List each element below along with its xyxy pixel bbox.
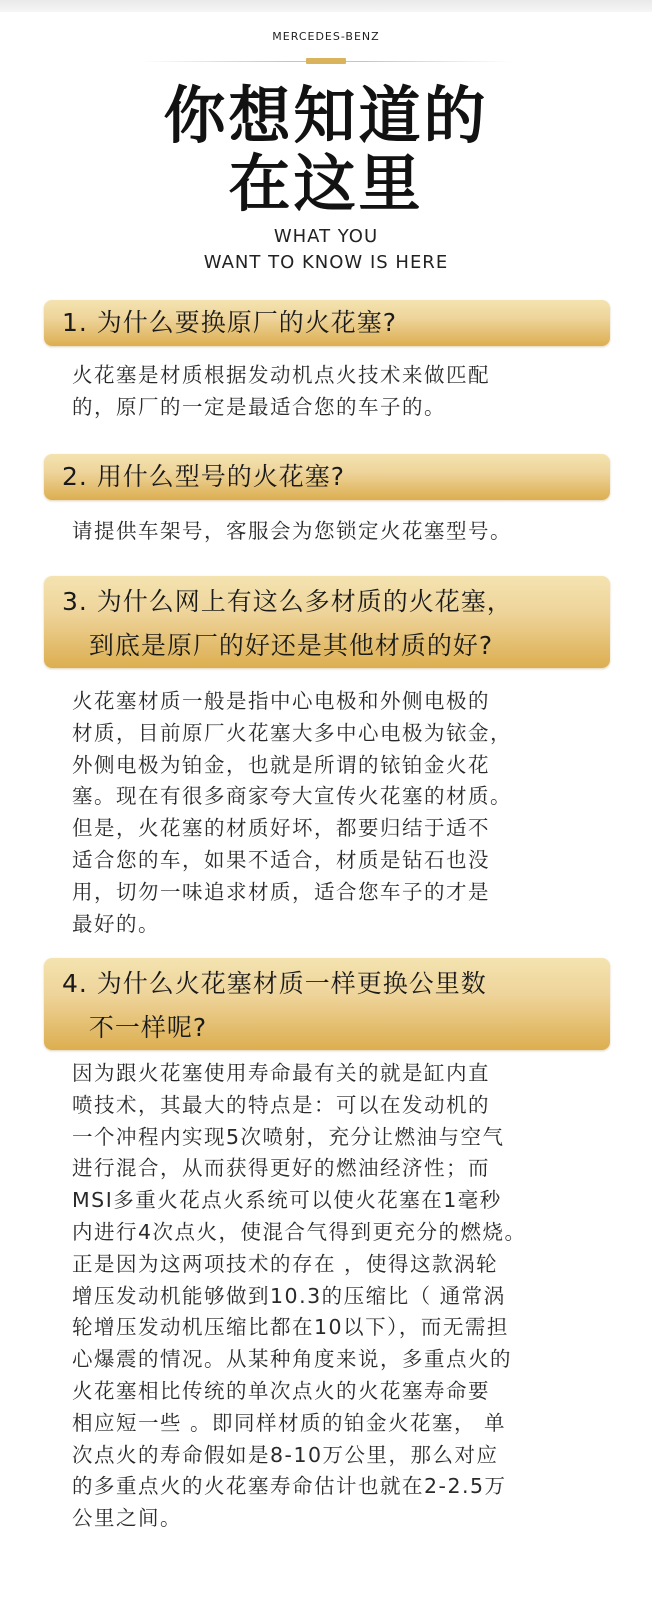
faq-answer-2: 请提供车架号，客服会为您锁定火花塞型号。: [72, 519, 512, 543]
brand-name: MERCEDES-BENZ: [272, 30, 380, 43]
faq-answer-1: 火花塞是材质根据发动机点火技术来做匹配 的，原厂的一定是最适合您的车子的。: [72, 363, 490, 419]
page-title-line2: 在这里: [228, 147, 424, 220]
faq-question-3: 3. 为什么网上有这么多材质的火花塞， 到底是原厂的好还是其他材质的好?: [62, 587, 513, 660]
faq-answer-3: 火花塞材质一般是指中心电极和外侧电极的 材质，目前原厂火花塞大多中心电极为铱金， 外侧电极为铂金，也就是所谓的铱铂金火花 塞。现在有很多商家夸大宣传火花塞的材质。 但是，火花塞的材质好坏，都要归结于适不 适合您的车，如果不适合，材质是钻石也没 用，切勿一味追求材质，适合您车子的才是 最好的。: [72, 689, 512, 936]
brand-accent-mark: [306, 58, 346, 64]
top-bar: [0, 0, 652, 12]
faq-question-1: 1. 为什么要换原厂的火花塞?: [62, 308, 398, 337]
faq-question-4: 4. 为什么火花塞材质一样更换公里数 不一样呢?: [62, 969, 487, 1042]
faq-answer-4: 因为跟火花塞使用寿命最有关的就是缸内直 喷技术，其最大的特点是：可以在发动机的 一个冲程内实现5次喷射，充分让燃油与空气 进行混合，从而获得更好的燃油经济性；而 MSI多重火花点火系统可以使火花塞在1毫秒 内进行4次点火，使混合气得到更充分的燃烧。 正是因为这两项技术的存在 ，使得这款涡轮 增压发动机能够做到10.3的压缩比（ 通常涡 轮增压发动机压缩比都在10以下），而无需担 心爆震的情况。从某种角度来说，多重点火的 火花塞相比传统的单次点火的火花塞寿命要 相应短一些 。即同样材质的铂金火花塞， 单 次点火的寿命假如是8-10万公里，那么对应 的多重点火的火花塞寿命估计也就在2-2.5万 公里之间。: [72, 1061, 527, 1531]
page-title-line1: 你想知道的: [163, 79, 489, 152]
faq-question-2: 2. 用什么型号的火花塞?: [62, 462, 346, 491]
subtitle-line2: WANT TO KNOW IS HERE: [203, 252, 449, 273]
subtitle-line1: WHAT YOU: [273, 226, 379, 247]
